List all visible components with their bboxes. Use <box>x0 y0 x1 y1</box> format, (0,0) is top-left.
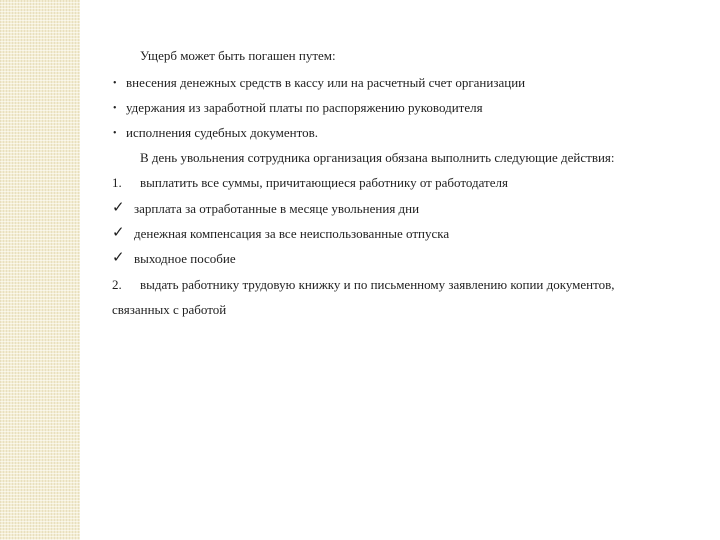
dismissal-intro-text: В день увольнения сотрудника организация обязана выполнить следующие действия: <box>140 150 615 165</box>
damage-intro-text: Ущерб может быть погашен путем: <box>140 48 336 63</box>
bullet-icon: • <box>113 128 117 139</box>
checkmark-icon: ✓ <box>112 223 125 241</box>
step-text-continuation: связанных с работой <box>112 302 227 317</box>
bullet-icon: • <box>113 103 117 114</box>
step-number: 2. <box>112 277 122 292</box>
damage-method-item: удержания из заработной платы по распоряжению руководителя <box>126 100 483 115</box>
checkmark-icon: ✓ <box>112 198 125 216</box>
step-text: выплатить все суммы, причитающиеся работнику от работодателя <box>140 175 508 190</box>
damage-method-item: внесения денежных средств в кассу или на расчетный счет организации <box>126 75 526 90</box>
step-number: 1. <box>112 175 122 190</box>
damage-method-item: исполнения судебных документов. <box>126 125 319 140</box>
payment-item: денежная компенсация за все неиспользованные отпуска <box>134 226 450 241</box>
bullet-icon: • <box>113 78 117 89</box>
step-text: выдать работнику трудовую книжку и по письменному заявлению копии документов, <box>140 277 615 292</box>
payment-item: зарплата за отработанные в месяце увольнения дни <box>134 201 420 216</box>
payment-item: выходное пособие <box>134 251 236 266</box>
checkmark-icon: ✓ <box>112 248 125 266</box>
